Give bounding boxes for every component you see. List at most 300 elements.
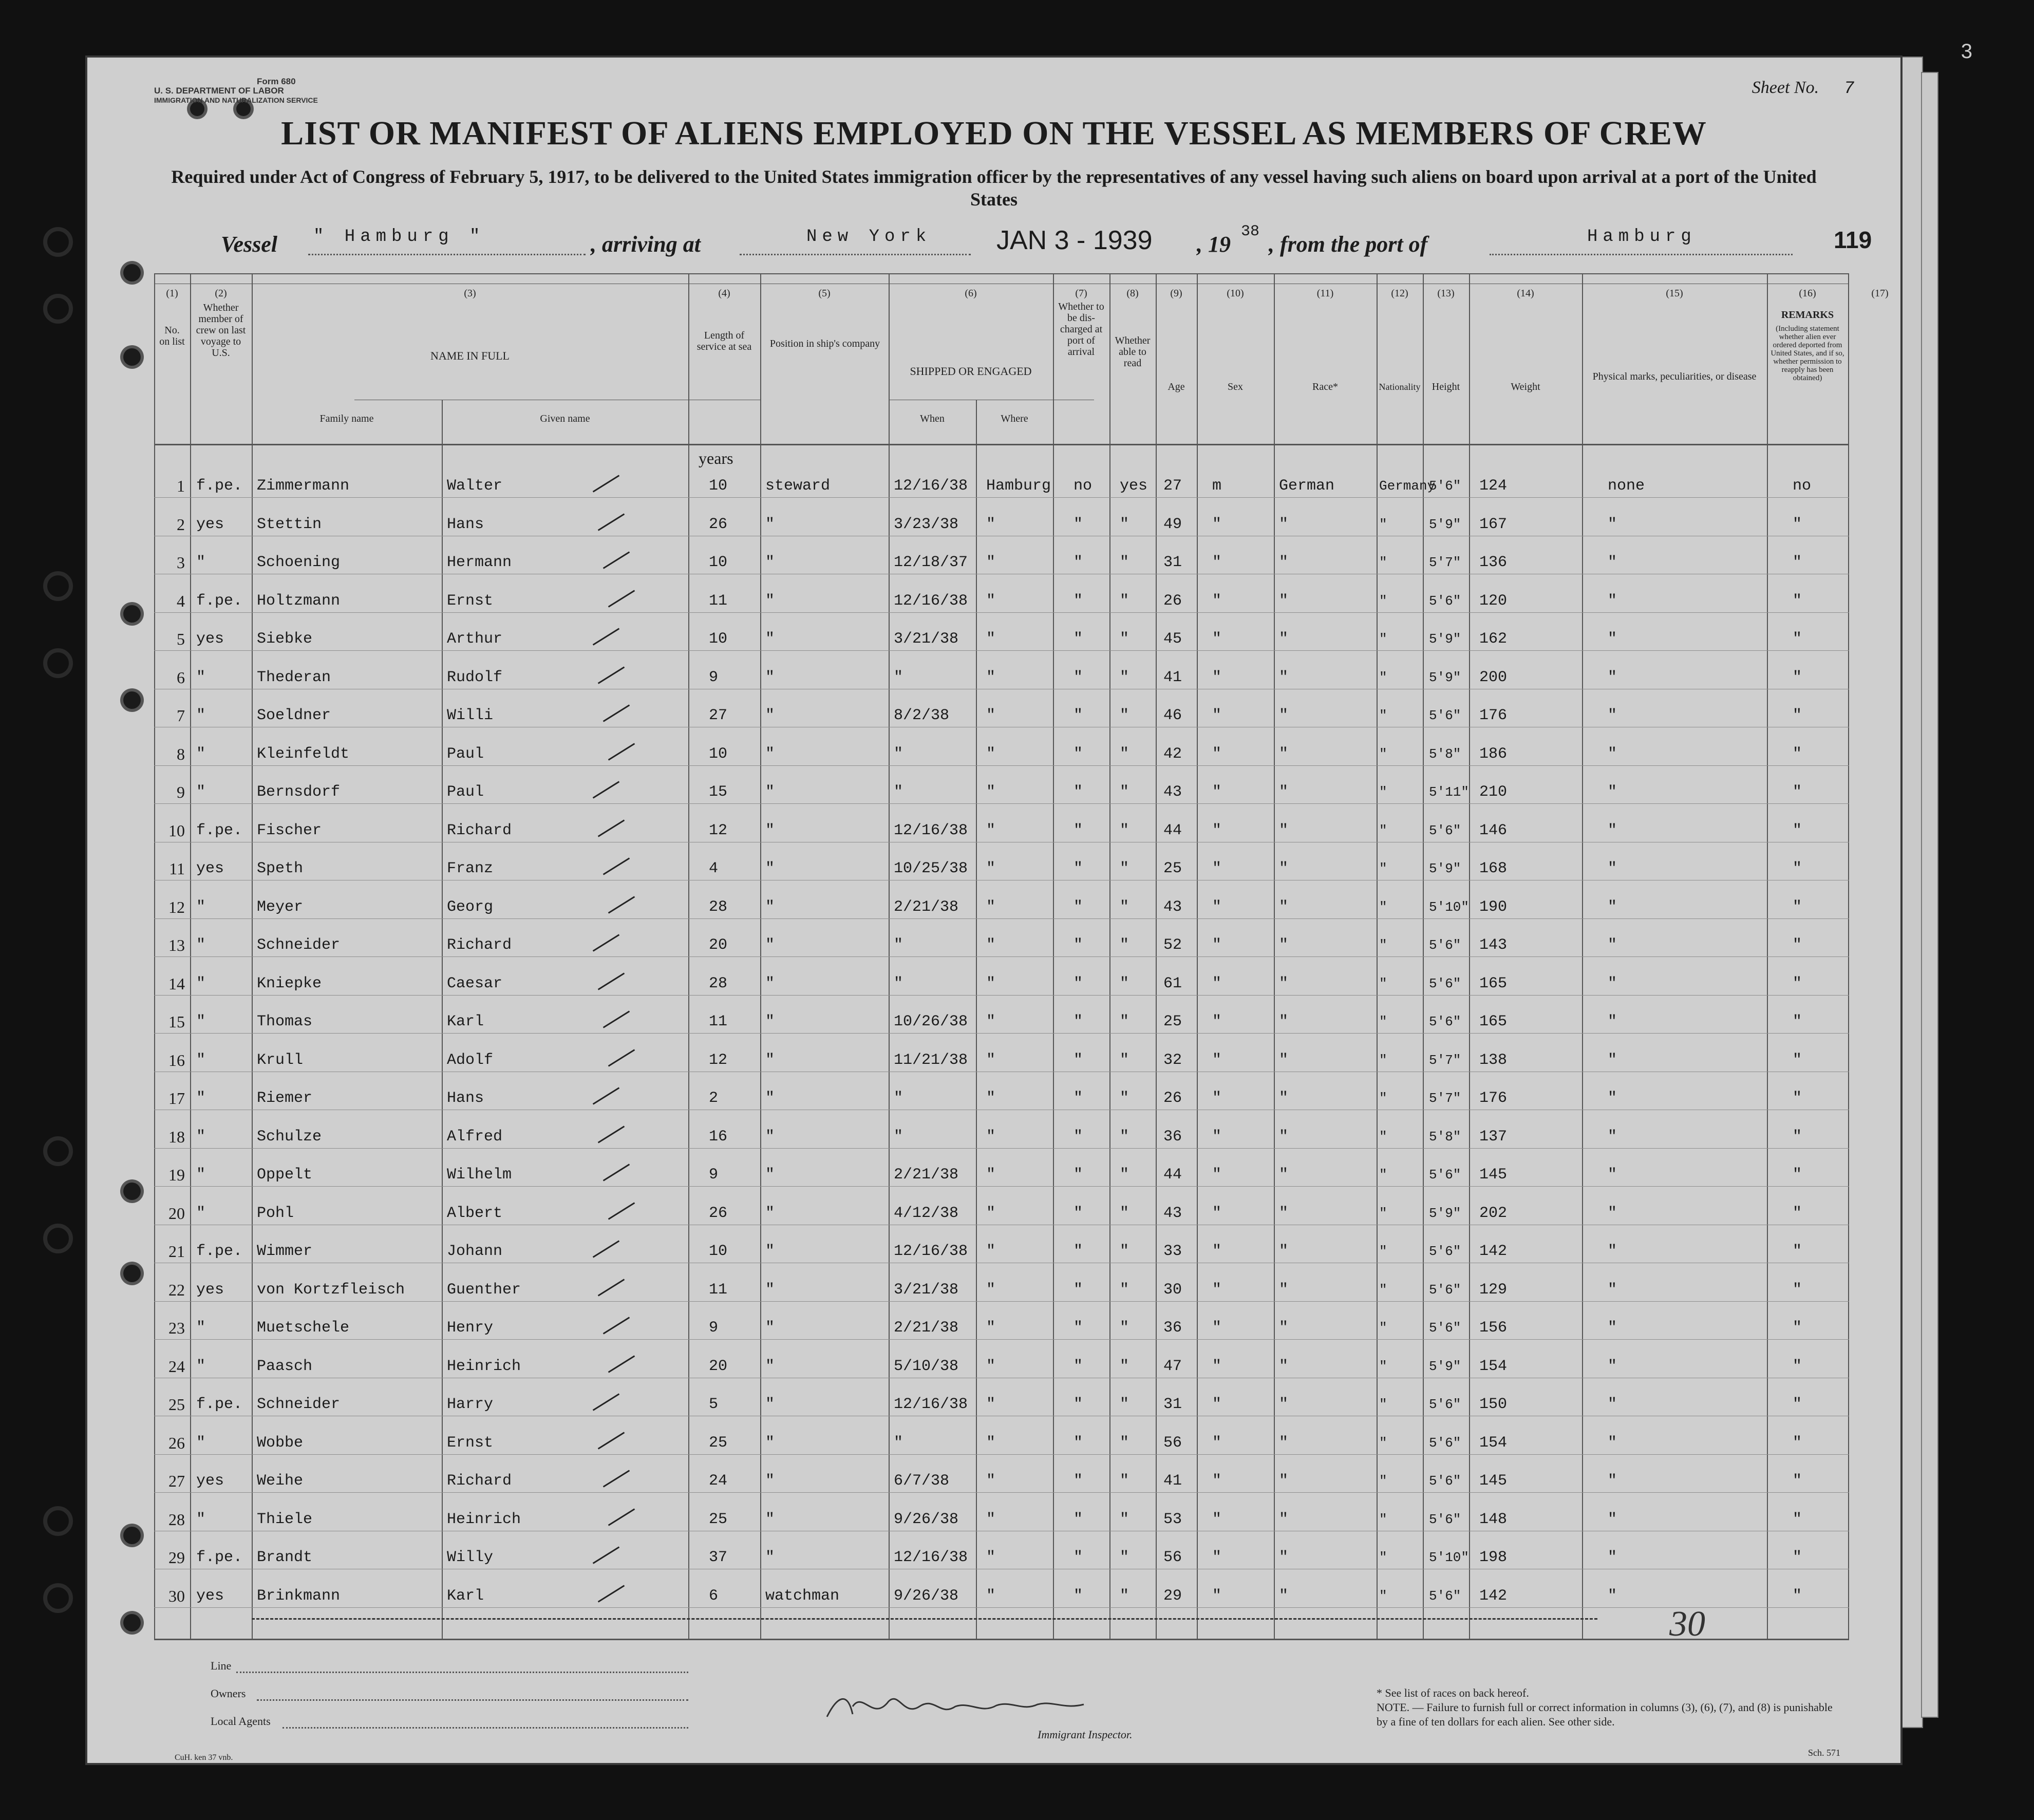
row-race: " [1279, 974, 1289, 992]
dotline [1490, 254, 1793, 255]
row-sex: " [1212, 936, 1222, 954]
row-age: 36 [1163, 1128, 1182, 1146]
row-service-years: 25 [709, 1510, 728, 1528]
col-15-num: (15) [1666, 288, 1683, 299]
row-race: " [1279, 592, 1289, 610]
row-weight: 150 [1479, 1396, 1508, 1413]
row-sex: " [1212, 1090, 1222, 1107]
dotline [308, 254, 586, 255]
row-line-number: 10 [168, 821, 185, 840]
row-sex: " [1212, 860, 1222, 877]
row-service-years: 10 [709, 630, 728, 648]
row-shipped-when: 2/21/38 [894, 898, 959, 916]
row-physical-marks: " [1608, 592, 1617, 610]
row-position: " [765, 745, 775, 763]
row-position: " [765, 1128, 775, 1146]
row-given-name: Paul [447, 783, 484, 801]
row-height: 5'6" [1429, 1435, 1461, 1451]
end-line [252, 1618, 1597, 1620]
row-race: " [1279, 821, 1289, 839]
row-race: " [1279, 783, 1289, 801]
row-shipped-when: 12/16/38 [894, 592, 968, 610]
row-family-name: Schneider [257, 1396, 341, 1413]
row-rule [154, 765, 1849, 766]
row-physical-marks: " [1608, 1472, 1617, 1490]
row-service-years: 5 [709, 1396, 719, 1413]
row-given-name: Rudolf [447, 668, 503, 686]
row-position: " [765, 1319, 775, 1337]
handwritten-tally: 30 [1669, 1604, 1705, 1644]
row-position: " [765, 1510, 775, 1528]
row-service-years: 11 [709, 1013, 728, 1030]
vessel-line [221, 223, 1872, 258]
row-position: " [765, 1396, 775, 1413]
row-given-name: Wilhelm [447, 1166, 512, 1184]
row-remarks: " [1793, 592, 1802, 610]
row-family-name: Krull [257, 1051, 304, 1069]
row-remarks: " [1793, 821, 1802, 839]
row-sex: " [1212, 1281, 1222, 1299]
row-family-name: Holtzmann [257, 592, 341, 610]
row-position: " [765, 1472, 775, 1490]
row-remarks: " [1793, 707, 1802, 724]
row-shipped-when: " [894, 783, 903, 801]
row-nationality: " [1379, 516, 1387, 532]
row-race: " [1279, 898, 1289, 916]
row-remarks: " [1793, 1090, 1802, 1107]
agents-label: Local Agents [211, 1715, 271, 1728]
vessel-name: " Hamburg " [313, 227, 485, 247]
row-age: 26 [1163, 1090, 1182, 1107]
row-shipped-when: 5/10/38 [894, 1357, 959, 1375]
row-shipped-where: " [986, 1587, 996, 1605]
row-family-name: Kniepke [257, 974, 322, 992]
row-position: " [765, 1051, 775, 1069]
row-shipped-where: " [986, 860, 996, 877]
row-family-name: Wobbe [257, 1434, 304, 1452]
row-physical-marks: " [1608, 1013, 1617, 1030]
col-13-label: Height [1432, 381, 1460, 392]
row-age: 41 [1163, 1472, 1182, 1490]
row-physical-marks: " [1608, 554, 1617, 571]
row-rule [154, 1148, 1849, 1149]
row-last-voyage: " [196, 1128, 206, 1146]
sheet-number [1752, 78, 1854, 99]
checkmark-icon [593, 1240, 619, 1258]
from-label: , from the port of [1269, 232, 1428, 257]
arrival-port: New York [806, 227, 932, 247]
checkmark-icon [603, 1164, 630, 1181]
row-family-name: Kleinfeldt [257, 745, 350, 763]
row-given-name: Caesar [447, 974, 503, 992]
row-position: steward [765, 477, 831, 495]
from-port: Hamburg [1587, 227, 1697, 247]
row-race: " [1279, 707, 1289, 724]
checkmark-icon [603, 1470, 630, 1487]
col-5-num: (5) [818, 288, 831, 299]
row-discharged: " [1074, 1051, 1083, 1069]
row-rule [154, 1301, 1849, 1302]
row-physical-marks: " [1608, 898, 1617, 916]
row-given-name: Arthur [447, 630, 503, 648]
col-3-family: Family name [319, 413, 374, 424]
row-physical-marks: " [1608, 745, 1617, 763]
row-age: 47 [1163, 1357, 1182, 1375]
checkmark-icon [608, 1508, 635, 1526]
row-rule [154, 956, 1849, 957]
checkmark-icon [603, 704, 630, 722]
row-service-years: 26 [709, 515, 728, 533]
punch-hole-icon [123, 691, 141, 709]
row-discharged: " [1074, 515, 1083, 533]
row-line-number: 22 [168, 1280, 185, 1299]
row-discharged: " [1074, 1549, 1083, 1566]
row-family-name: Riemer [257, 1090, 313, 1107]
row-nationality: " [1379, 1129, 1387, 1144]
row-last-voyage: " [196, 1013, 206, 1030]
row-service-years: 12 [709, 821, 728, 839]
row-age: 29 [1163, 1587, 1182, 1605]
row-shipped-where: " [986, 592, 996, 610]
row-height: 5'6" [1429, 1397, 1461, 1412]
row-given-name: Heinrich [447, 1357, 521, 1375]
row-remarks: no [1793, 477, 1812, 495]
row-height: 5'6" [1429, 937, 1461, 953]
owners-label: Owners [211, 1687, 246, 1700]
row-last-voyage: " [196, 1204, 206, 1222]
row-weight: 142 [1479, 1587, 1508, 1605]
row-discharged: " [1074, 1510, 1083, 1528]
row-physical-marks: " [1608, 860, 1617, 877]
row-shipped-where: " [986, 515, 996, 533]
row-weight: 156 [1479, 1319, 1508, 1337]
row-shipped-when: 12/16/38 [894, 1549, 968, 1566]
row-shipped-where: " [986, 1166, 996, 1184]
row-line-number: 23 [168, 1319, 185, 1337]
row-physical-marks: " [1608, 821, 1617, 839]
row-sex: " [1212, 821, 1222, 839]
row-shipped-when: " [894, 936, 903, 954]
row-sex: " [1212, 783, 1222, 801]
col-3-num: (3) [464, 288, 476, 299]
row-able-to-read: " [1120, 1587, 1129, 1605]
row-weight: 162 [1479, 630, 1508, 648]
row-physical-marks: " [1608, 936, 1617, 954]
punch-hole-icon [123, 348, 141, 366]
row-remarks: " [1793, 745, 1802, 763]
row-line-number: 1 [177, 477, 185, 495]
row-given-name: Heinrich [447, 1510, 521, 1528]
row-position: " [765, 974, 775, 992]
row-line-number: 26 [168, 1433, 185, 1452]
row-age: 45 [1163, 630, 1182, 648]
row-position: " [765, 1243, 775, 1260]
row-shipped-where: " [986, 1472, 996, 1490]
row-last-voyage: yes [196, 1587, 224, 1605]
row-physical-marks: " [1608, 1166, 1617, 1184]
row-able-to-read: " [1120, 668, 1129, 686]
row-shipped-where: " [986, 1319, 996, 1337]
row-remarks: " [1793, 936, 1802, 954]
row-shipped-when: " [894, 668, 903, 686]
row-last-voyage: " [196, 707, 206, 724]
row-rule [154, 1492, 1849, 1493]
row-able-to-read: " [1120, 860, 1129, 877]
row-family-name: Thomas [257, 1013, 313, 1030]
row-able-to-read: " [1120, 783, 1129, 801]
checkmark-icon [608, 1355, 635, 1373]
years-unit: years [699, 449, 733, 467]
rule [154, 273, 1849, 274]
punch-hole-icon [123, 605, 141, 623]
row-remarks: " [1793, 1013, 1802, 1030]
col-10-num: (10) [1227, 288, 1244, 299]
row-able-to-read: " [1120, 1319, 1129, 1337]
row-given-name: Albert [447, 1204, 503, 1222]
row-sex: " [1212, 1434, 1222, 1452]
row-sex: " [1212, 668, 1222, 686]
row-nationality: " [1379, 1358, 1387, 1374]
row-line-number: 12 [168, 897, 185, 916]
row-age: 36 [1163, 1319, 1182, 1337]
row-position: " [765, 1434, 775, 1452]
row-shipped-when: 12/16/38 [894, 1396, 968, 1413]
row-shipped-when: " [894, 1128, 903, 1146]
binder-ring-icon [43, 648, 73, 678]
row-nationality: " [1379, 1511, 1387, 1527]
row-last-voyage: " [196, 898, 206, 916]
checkmark-icon [608, 896, 635, 913]
row-last-voyage: f.pe. [196, 1396, 243, 1413]
signature-icon [817, 1686, 1125, 1727]
row-line-number: 5 [177, 630, 185, 648]
row-position: " [765, 1166, 775, 1184]
row-sex: m [1212, 477, 1222, 495]
checkmark-icon [598, 1279, 625, 1296]
row-position: " [765, 1357, 775, 1375]
row-able-to-read: yes [1120, 477, 1148, 495]
row-height: 5'6" [1429, 822, 1461, 838]
row-able-to-read: " [1120, 1396, 1129, 1413]
binder-ring-icon [43, 227, 73, 257]
row-position: " [765, 821, 775, 839]
punch-hole-icon [123, 1265, 141, 1282]
row-discharged: " [1074, 1396, 1083, 1413]
row-age: 53 [1163, 1510, 1182, 1528]
row-height: 5'6" [1429, 1473, 1461, 1489]
row-age: 31 [1163, 1396, 1182, 1413]
penalty-note: NOTE. — Failure to furnish full or correct information in columns (3), (6), (7), and (8) is punishable by a fine of ten dollars for each alien. See other side. [1377, 1701, 1833, 1728]
row-discharged: " [1074, 592, 1083, 610]
row-sex: " [1212, 1510, 1222, 1528]
col-6-when: When [920, 413, 945, 424]
row-line-number: 4 [177, 591, 185, 610]
row-age: 25 [1163, 860, 1182, 877]
row-shipped-when: " [894, 1090, 903, 1107]
row-last-voyage: " [196, 1357, 206, 1375]
row-height: 5'6" [1429, 1282, 1461, 1298]
row-nationality: " [1379, 784, 1387, 800]
row-line-number: 8 [177, 744, 185, 763]
row-last-voyage: " [196, 1166, 206, 1184]
checkmark-icon [593, 1546, 619, 1564]
row-able-to-read: " [1120, 1472, 1129, 1490]
row-race: " [1279, 936, 1289, 954]
row-sex: " [1212, 1357, 1222, 1375]
row-last-voyage: yes [196, 860, 224, 877]
row-rule [154, 1033, 1849, 1034]
row-able-to-read: " [1120, 1051, 1129, 1069]
row-age: 41 [1163, 668, 1182, 686]
row-family-name: Schoening [257, 554, 341, 571]
row-remarks: " [1793, 1396, 1802, 1413]
row-sex: " [1212, 1319, 1222, 1337]
row-weight: 190 [1479, 898, 1508, 916]
row-family-name: Paasch [257, 1357, 313, 1375]
row-physical-marks: " [1608, 1434, 1617, 1452]
row-remarks: " [1793, 1243, 1802, 1260]
row-shipped-where: " [986, 1128, 996, 1146]
punch-hole-icon [123, 1614, 141, 1631]
row-service-years: 4 [709, 860, 719, 877]
row-race: " [1279, 1166, 1289, 1184]
row-given-name: Hans [447, 515, 484, 533]
binder-ring-icon [43, 1136, 73, 1166]
row-race: " [1279, 1281, 1289, 1299]
row-discharged: " [1074, 1243, 1083, 1260]
row-shipped-where: " [986, 1396, 996, 1413]
row-family-name: Brandt [257, 1549, 313, 1566]
row-line-number: 17 [168, 1089, 185, 1108]
binder-ring-icon [43, 1224, 73, 1253]
row-able-to-read: " [1120, 1281, 1129, 1299]
row-age: 56 [1163, 1434, 1182, 1452]
col-7-label: Whether to be dis-charged at port of arrival [1058, 301, 1104, 358]
row-height: 5'6" [1429, 593, 1461, 609]
row-position: " [765, 936, 775, 954]
row-able-to-read: " [1120, 1510, 1129, 1528]
row-shipped-where: " [986, 821, 996, 839]
row-height: 5'6" [1429, 1588, 1461, 1604]
row-height: 5'6" [1429, 1167, 1461, 1183]
row-race: " [1279, 668, 1289, 686]
checkmark-icon [598, 1125, 625, 1143]
row-family-name: Oppelt [257, 1166, 313, 1184]
checkmark-icon [593, 1087, 619, 1104]
row-sex: " [1212, 974, 1222, 992]
row-last-voyage: " [196, 745, 206, 763]
checkmark-icon [608, 1202, 635, 1219]
row-position: " [765, 630, 775, 648]
row-nationality: " [1379, 1473, 1387, 1489]
row-family-name: Thiele [257, 1510, 313, 1528]
row-physical-marks: " [1608, 1396, 1617, 1413]
row-race: " [1279, 515, 1289, 533]
form-number: Form 680 [257, 77, 296, 86]
row-able-to-read: " [1120, 745, 1129, 763]
row-given-name: Harry [447, 1396, 494, 1413]
row-weight: 138 [1479, 1051, 1508, 1069]
row-position: " [765, 860, 775, 877]
col-13-num: (13) [1437, 288, 1455, 299]
row-position: " [765, 554, 775, 571]
row-age: 43 [1163, 898, 1182, 916]
col-2-label: Whether member of crew on last voyage to U.S. [196, 302, 246, 359]
col-16-num: (16) [1799, 288, 1816, 299]
row-height: 5'10" [1429, 899, 1470, 915]
row-height: 5'8" [1429, 746, 1461, 762]
row-position: " [765, 1090, 775, 1107]
row-line-number: 3 [177, 553, 185, 572]
row-able-to-read: " [1120, 898, 1129, 916]
row-age: 26 [1163, 592, 1182, 610]
row-weight: 165 [1479, 974, 1508, 992]
row-rule [154, 803, 1849, 804]
row-family-name: Stettin [257, 515, 322, 533]
row-line-number: 28 [168, 1510, 185, 1529]
row-weight: 210 [1479, 783, 1508, 801]
row-given-name: Karl [447, 1013, 484, 1030]
row-physical-marks: " [1608, 974, 1617, 992]
row-height: 5'9" [1429, 669, 1461, 685]
row-height: 5'9" [1429, 1358, 1461, 1374]
row-nationality: " [1379, 975, 1387, 991]
col-11-label: Race* [1312, 381, 1338, 392]
row-given-name: Henry [447, 1319, 494, 1337]
row-nationality: " [1379, 708, 1387, 723]
row-rule [154, 995, 1849, 996]
row-service-years: 25 [709, 1434, 728, 1452]
year-suffix: 38 [1241, 223, 1260, 240]
checkmark-icon [608, 1049, 635, 1066]
page-edge [1921, 72, 1938, 1718]
row-height: 5'8" [1429, 1129, 1461, 1144]
row-weight: 176 [1479, 707, 1508, 724]
row-nationality: " [1379, 822, 1387, 838]
rule [154, 1639, 1849, 1640]
row-weight: 142 [1479, 1243, 1508, 1260]
row-physical-marks: " [1608, 515, 1617, 533]
row-discharged: " [1074, 1434, 1083, 1452]
row-discharged: " [1074, 1166, 1083, 1184]
row-position: " [765, 1013, 775, 1030]
row-weight: 198 [1479, 1549, 1508, 1566]
row-weight: 200 [1479, 668, 1508, 686]
manifest-table [154, 273, 1849, 1644]
checkmark-icon [598, 1432, 625, 1449]
row-shipped-where: " [986, 1281, 996, 1299]
row-last-voyage: yes [196, 1281, 224, 1299]
row-family-name: Soeldner [257, 707, 331, 724]
row-given-name: Richard [447, 821, 512, 839]
row-discharged: " [1074, 668, 1083, 686]
row-given-name: Richard [447, 936, 512, 954]
row-last-voyage: " [196, 974, 206, 992]
checkmark-icon [603, 857, 630, 875]
row-line-number: 29 [168, 1548, 185, 1567]
row-shipped-where: " [986, 1013, 996, 1030]
row-physical-marks: " [1608, 1281, 1617, 1299]
row-service-years: 26 [709, 1204, 728, 1222]
row-race: " [1279, 745, 1289, 763]
row-given-name: Alfred [447, 1128, 503, 1146]
row-able-to-read: " [1120, 974, 1129, 992]
row-given-name: Ernst [447, 592, 494, 610]
row-able-to-read: " [1120, 936, 1129, 954]
row-nationality: " [1379, 1091, 1387, 1106]
col-6-num: (6) [965, 288, 977, 299]
row-nationality: " [1379, 937, 1387, 953]
